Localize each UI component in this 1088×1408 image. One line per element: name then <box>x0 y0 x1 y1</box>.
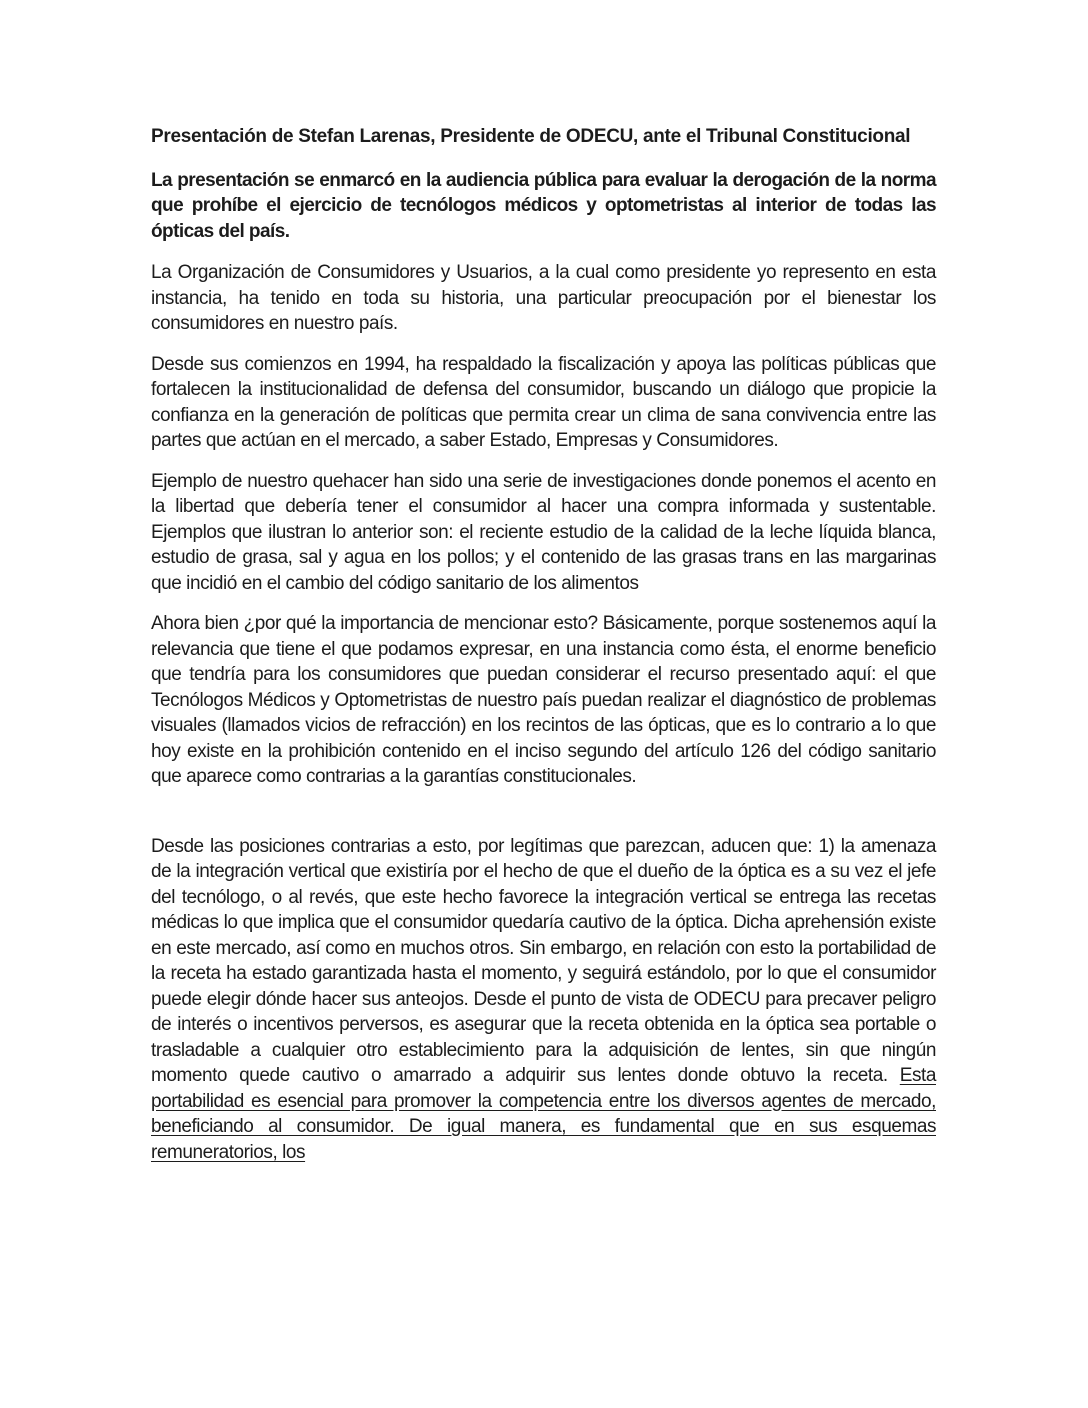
underlined-text: Esta portabilidad es esencial para promover la competencia entre los diversos agentes de mercado, beneficiando al consumidor. De igual manera, es fundamental que en sus esquemas remuneratorios, los <box>151 1065 936 1163</box>
paragraph-odecu-intro: La Organización de Consumidores y Usuarios, a la cual como presidente yo represento en esta instancia, ha tenido en toda su historia, una particular preocupación por el bienestar los consumidores en nuestro país. <box>151 262 936 334</box>
paragraph-contrary-positions <box>151 834 936 1166</box>
document-title: Presentación de Stefan Larenas, Presidente de ODECU, ante el Tribunal Constitucional <box>151 126 911 147</box>
paragraph-history: Desde sus comienzos en 1994, ha respaldado la fiscalización y apoya las políticas públicas que fortalecen la institucionalidad de defensa del consumidor, buscando un diálogo que propicie la confianza en la generación de políticas que permita crear un clima de sana convivencia entre las partes que actúan en el mercado, a saber Estado, Empresas y Consumidores. <box>151 353 936 451</box>
document-subtitle: La presentación se enmarcó en la audiencia pública para evaluar la derogación de la norma que prohíbe el ejercicio de tecnólogos médicos y optometristas al interior de todas las ópticas del país. <box>151 169 936 242</box>
paragraph-plain-text: Desde las posiciones contrarias a esto, por legítimas que parezcan, aducen que: 1) la amenaza de la integración vertical que existiría por el hecho de que el dueño de la óptica es a su vez el jefe del tecnólogo, o al revés, que este hecho favorece la integración vertical se entrega las recetas médicas lo que implica que el consumidor quedaría cautivo de la óptica. Dicha aprehensión existe en este mercado, así como en muchos otros. Sin embargo, en relación con esto la portabilidad de la receta ha estado garantizada hasta el momento, y seguirá estándolo, por lo que el consumidor puede elegir dónde hacer sus anteojos. Desde el punto de vista de ODECU para precaver peligro de interés o incentivos perversos, es asegurar que la receta obtenida en la óptica sea portable o trasladable a cualquier otro establecimiento para la adquisición de lentes, sin que ningún momento quede cautivo o amarrado a adquirir sus lentes donde obtuvo la receta. <box>151 835 936 1086</box>
paragraph-investigations: Ejemplo de nuestro quehacer han sido una serie de investigaciones donde ponemos el acento en la libertad que debería tener el consumidor al hacer una compra informada y sustentable. Ejemplos que ilustran lo anterior son: el reciente estudio de la calidad de la leche líquida blanca, estudio de grasa, sal y agua en los pollos; y el contenido de las grasas trans en las margarinas que incidió en el cambio del código sanitario de los alimentos <box>151 470 936 594</box>
paragraph-importance: Ahora bien ¿por qué la importancia de mencionar esto? Básicamente, porque sostenemos aquí la relevancia que tiene el que podamos expresar, en una instancia como ésta, el enorme beneficio que tendría para los consumidores que puedan considerar el recurso presentado aquí: el que Tecnólogos Médicos y Optometristas de nuestro país puedan realizar el diagnóstico de problemas visuales (llamados vicios de refracción) en los recintos de las ópticas, que es lo contrario a lo que hoy existe en la prohibición contenido en el inciso segundo del artículo 126 del código sanitario que aparece como contrarias a la garantías constitucionales. <box>151 613 936 787</box>
document-page <box>151 124 936 1180</box>
